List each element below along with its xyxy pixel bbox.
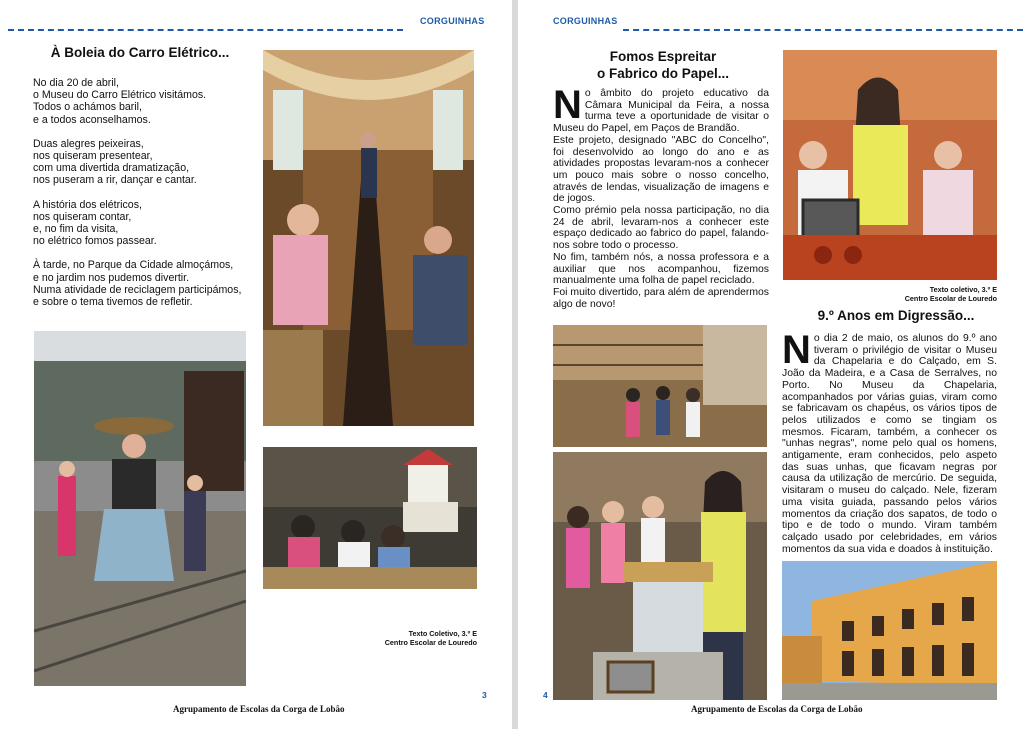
article-title: [568, 48, 758, 82]
poem-line: Todos o achámos baril,: [33, 101, 142, 114]
poem-line: À tarde, no Parque da Cidade almoçámos,: [33, 259, 234, 272]
poem: [33, 77, 258, 320]
header-title: CORGUINHAS: [553, 16, 618, 26]
photo-tram-interior: [263, 50, 474, 426]
paragraph: Este projeto, designado "ABC do Concelho", foi desenvolvido ao longo do ano e as atividades propostas levaram-nos a conhecer um pouco mais sobre o nosso concelho, através de lendas, visualização de imagens e de jogos.: [553, 134, 769, 205]
caption-line: Texto coletivo, 3.º E: [929, 285, 997, 294]
poem-line: no elétrico fomos passear.: [33, 235, 157, 248]
poem-line: A história dos elétricos,: [33, 198, 142, 211]
right-page: [518, 0, 1031, 729]
paragraph: No fim, também nós, a nossa professora e a auxiliar que nos acompanhou, fizemos manualmente uma folha de papel reciclado.: [553, 251, 769, 287]
stanza: [33, 259, 258, 308]
poem-line: Duas alegres peixeiras,: [33, 137, 144, 150]
page-number: 4: [543, 690, 548, 700]
footer-text: Agrupamento de Escolas da Corga de Lobão: [691, 704, 863, 714]
header-rule: [8, 29, 403, 31]
caption: [848, 285, 997, 303]
poem-line: e sobre o tema tivemos de refletir.: [33, 296, 193, 309]
photo-museum-building: [782, 561, 997, 700]
poem-line: com uma divertida dramatização,: [33, 162, 190, 175]
photo-children-seated: [263, 447, 477, 589]
paragraph: o âmbito do projeto educativo da Câmara Municipal da Feira, a nossa turma teve a oportunidade de visitar o Museu do Papel, em Paços de Brandão.: [553, 88, 769, 135]
poem-line: nos quiseram presentear,: [33, 150, 153, 163]
stanza: [33, 199, 258, 248]
paragraph: o dia 2 de maio, os alunos do 9.º ano tiveram o privilégio de visitar o Museu da Chapelaria e do Calçado, em S. João da Madeira, e a Casa de Serralves, no Porto. No Museu da Chapelaria, acompanhados por várias guias, viram como se fabricavam os chapéus, os vários tipos de pelos utilizados e como se tingiam os mesmos. Ficaram, também, a conhecer os "unhas negras", nome pelo qual os homens, antigamente, eram conhecidos, pelo aspeto das suas unhas, que ficavam negras por causa da utilização de mercúrio. De seguida, visitaram o museu do calçado. Nele, fizeram uma visita guiada, passando pelos vários momentos da criação dos sapatos, de todo o tipo e de todo o mundo. Viram também calçado usado por celebridades, em vários momentos da sua vida e doados à instituição.: [782, 333, 997, 555]
dropcap: N: [782, 328, 811, 372]
poem-line: nos puseram a rir, dançar e cantar.: [33, 174, 197, 187]
poem-line: e a todos aconselhamos.: [33, 113, 151, 126]
poem-line: nos quiseram contar,: [33, 210, 132, 223]
photo-museum-performance: [34, 331, 246, 686]
poem-line: No dia 20 de abril,: [33, 77, 119, 89]
caption-line: Texto Coletivo, 3.º E: [408, 629, 477, 638]
dropcap: N: [553, 83, 582, 127]
article-title: À Boleia do Carro Elétrico...: [50, 45, 230, 60]
title-line: Fomos Espreitar: [609, 49, 717, 64]
photo-museum-shelves: [553, 325, 767, 447]
caption-line: Centro Escolar de Louredo: [384, 638, 477, 647]
poem-line: e, no fim da visita,: [33, 223, 119, 236]
article-body: [553, 83, 769, 310]
stanza: [33, 77, 258, 126]
title-line: o Fabrico do Papel...: [596, 66, 730, 81]
photo-paper-demo: [783, 50, 997, 280]
photo-paper-making: [553, 452, 767, 700]
caption: [300, 629, 477, 647]
header-rule: [623, 29, 1023, 31]
poem-line: e no jardim nos pudemos divertir.: [33, 271, 190, 284]
footer-text: Agrupamento de Escolas da Corga de Lobão: [173, 704, 345, 714]
paragraph: Foi muito divertido, para além de aprendermos algo de novo!: [553, 286, 769, 310]
page-number: 3: [482, 690, 487, 700]
poem-line: Numa atividade de reciclagem participámos,: [33, 283, 242, 296]
stanza: [33, 138, 258, 187]
left-page: [0, 0, 512, 729]
article-title: 9.º Anos em Digressão...: [817, 308, 975, 323]
poem-line: o Museu do Carro Elétrico visitámos.: [33, 89, 207, 102]
paragraph: Como prémio pela nossa participação, no dia 24 de abril, levaram-nos a conhecer este espaço dedicado ao fabrico do papel, falando-nos sobre todo o processo.: [553, 205, 769, 252]
header-title: CORGUINHAS: [420, 16, 485, 26]
caption-line: Centro Escolar de Louredo: [904, 294, 997, 303]
article-body: [782, 328, 997, 555]
